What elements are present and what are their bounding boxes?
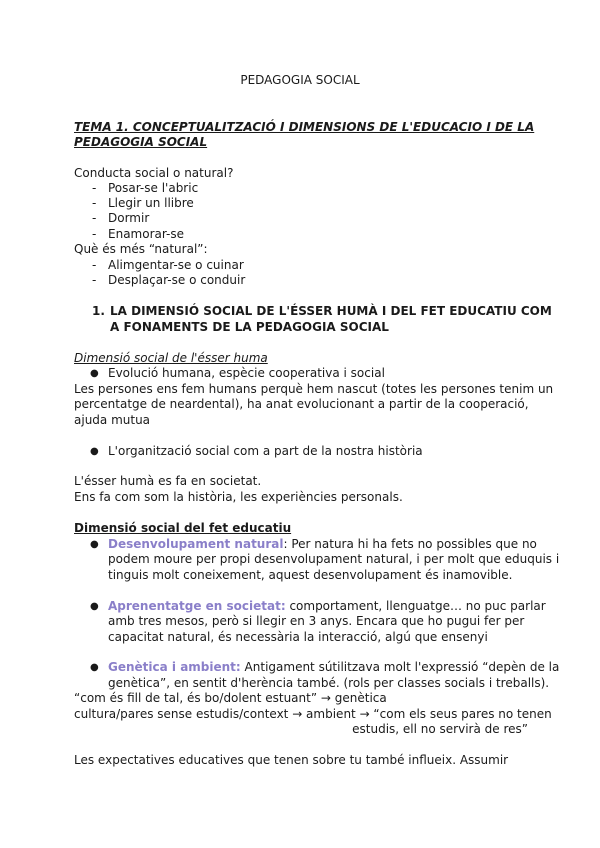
bullet-text: L'organització social com a part de la nostra història (108, 444, 423, 458)
bullet-text: Evolució humana, espècie cooperativa i social (108, 366, 385, 380)
bullet-marker: ● (90, 601, 99, 612)
paragraph-line: L'ésser humà es fa en societat. (74, 474, 262, 488)
paragraph-line: Les expectatives educatives que tenen sobre tu també influeix. Assumir (74, 753, 509, 767)
item-text-line: capacitat natural, és necessària la interacció, algú que ensenyi (108, 630, 488, 644)
list-item: Posar-se l'abric (108, 181, 199, 195)
list-item: Llegir un llibre (108, 196, 194, 210)
item-label: Genètica i ambient: (108, 660, 241, 674)
section-heading-line2: A FONAMENTS DE LA PEDAGOGIA SOCIAL (110, 320, 389, 334)
paragraph-line-right: estudis, ell no servirà de res” (352, 722, 528, 736)
item-text-line: podem moure per propi desenvolupament natural, i per molt que eduquis i (108, 552, 560, 566)
dash-marker: - (92, 227, 97, 241)
list-item: Desplaçar-se o conduir (108, 273, 246, 287)
bullet-marker: ● (90, 368, 99, 379)
item-text-line: tinguis molt coneixement, aquest desenvolupament és inamovible. (108, 568, 513, 582)
item-text: Per natura hi ha fets no possibles que no (287, 537, 537, 551)
question-2: Què és més “natural”: (74, 242, 208, 256)
dash-marker: - (92, 196, 97, 210)
paragraph-line: Les persones ens fem humans perquè hem nascut (totes les persones tenim un (74, 382, 554, 396)
list-item: Dormir (108, 211, 150, 225)
tema-heading-line1: TEMA 1. CONCEPTUALITZACIÓ I DIMENSIONS DE L'EDUCACIO I DE LA (74, 120, 535, 134)
paragraph-line: cultura/pares sense estudis/context → ambient → “com els seus pares no tenen (74, 707, 552, 721)
list-item: Enamorar-se (108, 227, 184, 241)
paragraph-line: ajuda mutua (74, 413, 151, 427)
paragraph-line: “com és fill de tal, és bo/dolent estuant” → genètica (74, 691, 387, 705)
bullet-marker: ● (90, 446, 99, 457)
dash-marker: - (92, 273, 97, 287)
section-number: 1. (92, 304, 105, 318)
list-item: Alimgentar-se o cuinar (108, 258, 244, 272)
item-text-line: amb tres mesos, però si llegir en 3 anys. Encara que ho pugui fer per (108, 614, 525, 628)
item-genetica-line1 (108, 660, 559, 675)
doc-title: PEDAGOGIA SOCIAL (240, 73, 360, 87)
item-label: Desenvolupament natural (108, 537, 284, 551)
subheading-dimensio-social-fet-educatiu: Dimensió social del fet educatiu (74, 521, 292, 535)
dash-marker: - (92, 211, 97, 225)
item-label: Aprenentatge en societat: (108, 599, 286, 613)
section-heading-line1: LA DIMENSIÓ SOCIAL DE L'ÉSSER HUMÀ I DEL FET EDUCATIU COM (110, 304, 552, 318)
dash-marker: - (92, 258, 97, 272)
item-text: Antigament sútilitzava molt l'expressió “depèn de la (240, 660, 560, 674)
tema-heading-line2: PEDAGOGIA SOCIAL (74, 135, 208, 149)
item-colon: : (283, 537, 288, 551)
dash-marker: - (92, 181, 97, 195)
item-text-line: genètica”, en sentit d'herència també. (rols per classes socials i treballs). (108, 676, 550, 690)
subheading-dimensio-social-esser: Dimensió social de l'ésser huma (74, 351, 268, 365)
item-desenvolupament-line1 (108, 537, 537, 552)
paragraph-line: Ens fa com som la història, les experiències personals. (74, 490, 403, 504)
paragraph-line: percentatge de neardental), ha anat evolucionant a partir de la cooperació, (74, 397, 529, 411)
item-aprenentatge-line1 (108, 599, 546, 614)
question-1: Conducta social o natural? (74, 166, 234, 180)
item-text: comportament, llenguatge… no puc parlar (285, 599, 546, 613)
bullet-marker: ● (90, 539, 99, 550)
bullet-marker: ● (90, 662, 99, 673)
